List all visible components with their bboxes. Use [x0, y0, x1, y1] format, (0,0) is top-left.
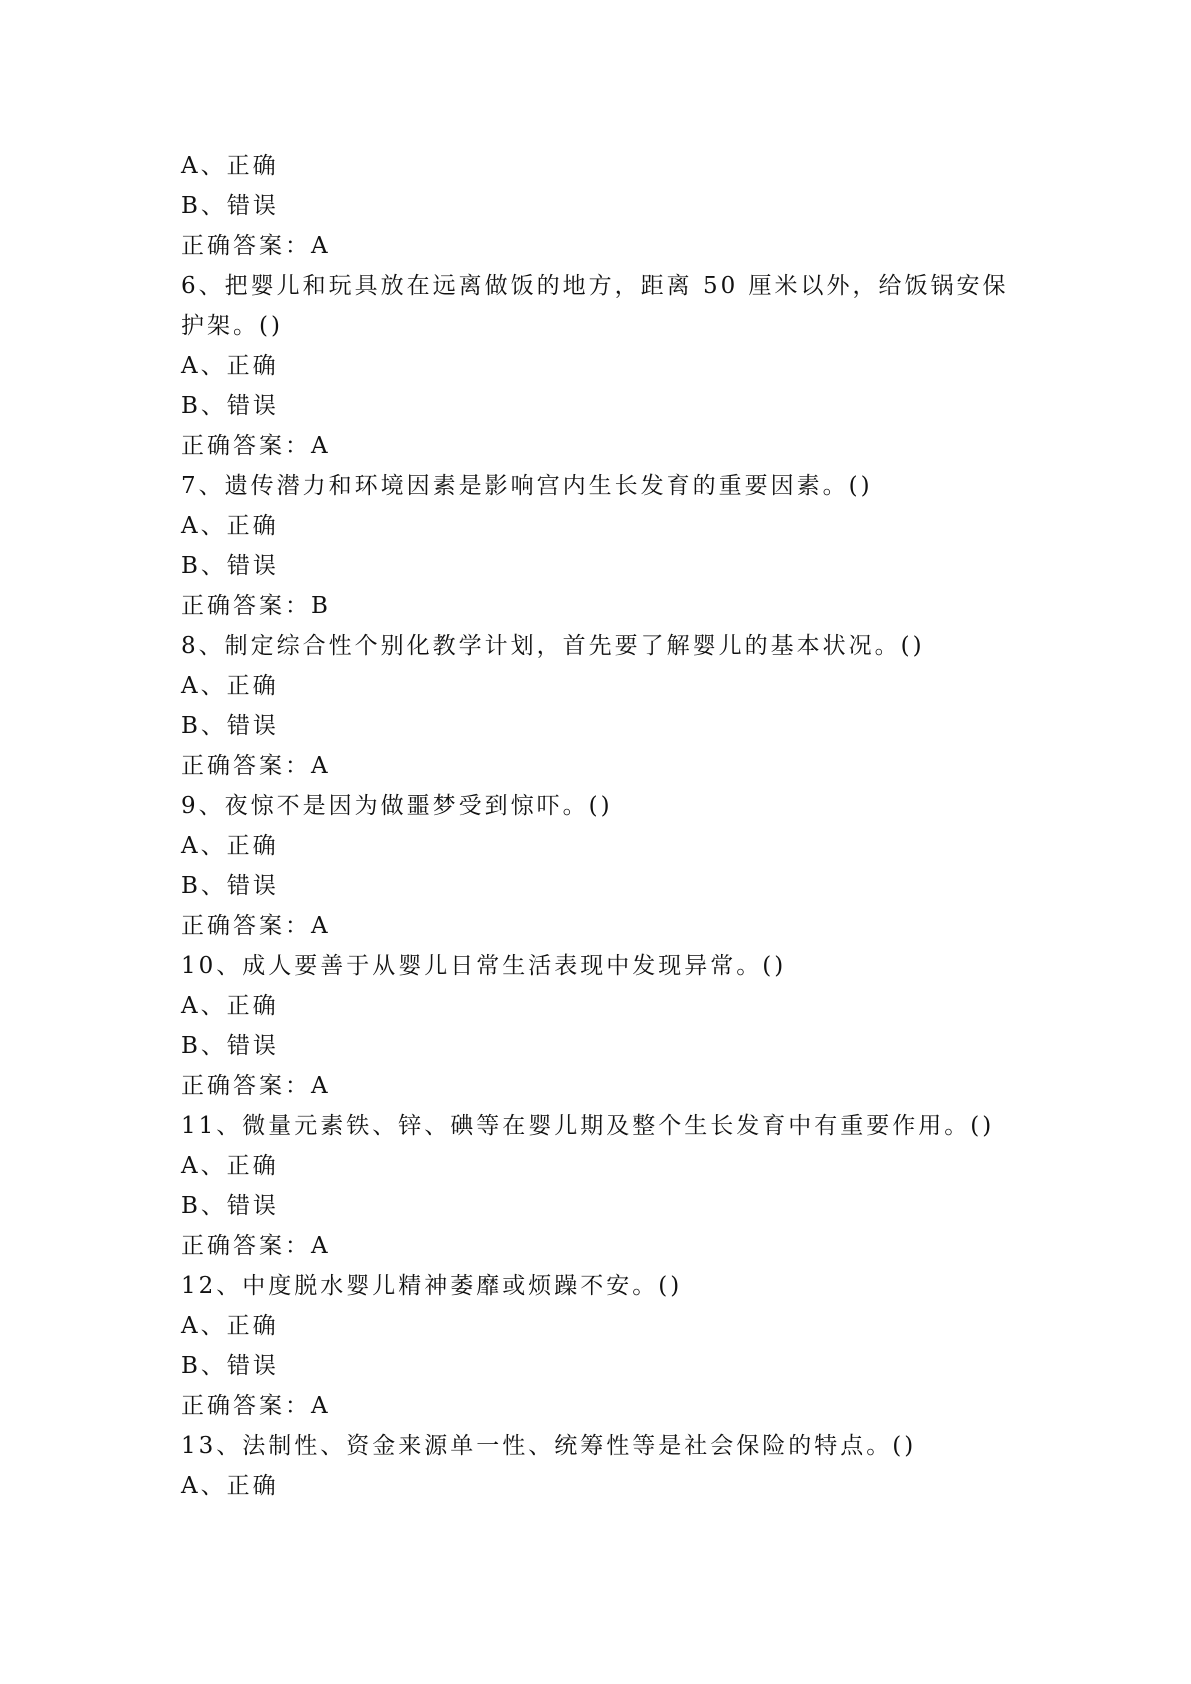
answer-line: 正确答案：A	[181, 753, 331, 779]
question-8: 8、制定综合性个别化教学计划，首先要了解婴儿的基本状况。()	[181, 633, 925, 659]
answer-line: 正确答案：A	[181, 1233, 331, 1259]
question-6: 6、把婴儿和玩具放在远离做饭的地方，距离 50 厘米以外，给饭锅安保	[181, 273, 1009, 299]
option-a: A、正确	[181, 673, 279, 699]
answer-line: 正确答案：A	[181, 433, 331, 459]
option-a: A、正确	[181, 833, 279, 859]
option-b: B、错误	[181, 393, 279, 419]
answer-line: 正确答案：A	[181, 913, 331, 939]
answer-line: 正确答案：A	[181, 233, 331, 259]
document-page	[181, 146, 1031, 1506]
option-b: B、错误	[181, 553, 279, 579]
answer-line: 正确答案：B	[181, 593, 331, 619]
option-a: A、正确	[181, 1313, 279, 1339]
option-a: A、正确	[181, 993, 279, 1019]
question-10: 10、成人要善于从婴儿日常生活表现中发现异常。()	[181, 953, 787, 979]
option-b: B、错误	[181, 873, 279, 899]
option-a: A、正确	[181, 513, 279, 539]
question-6-continued: 护架。()	[181, 313, 283, 339]
question-12: 12、中度脱水婴儿精神萎靡或烦躁不安。()	[181, 1273, 683, 1299]
option-a: A、正确	[181, 1153, 279, 1179]
question-13: 13、法制性、资金来源单一性、统筹性等是社会保险的特点。()	[181, 1433, 917, 1459]
option-b: B、错误	[181, 1353, 279, 1379]
option-b: B、错误	[181, 193, 279, 219]
option-a: A、正确	[181, 1473, 279, 1499]
question-11: 11、微量元素铁、锌、碘等在婴儿期及整个生长发育中有重要作用。()	[181, 1113, 995, 1139]
answer-line: 正确答案：A	[181, 1393, 331, 1419]
option-a: A、正确	[181, 353, 279, 379]
option-b: B、错误	[181, 1193, 279, 1219]
option-a: A、正确	[181, 153, 279, 179]
question-9: 9、夜惊不是因为做噩梦受到惊吓。()	[181, 793, 613, 819]
option-b: B、错误	[181, 1033, 279, 1059]
answer-line: 正确答案：A	[181, 1073, 331, 1099]
option-b: B、错误	[181, 713, 279, 739]
question-7: 7、遗传潜力和环境因素是影响宫内生长发育的重要因素。()	[181, 473, 873, 499]
